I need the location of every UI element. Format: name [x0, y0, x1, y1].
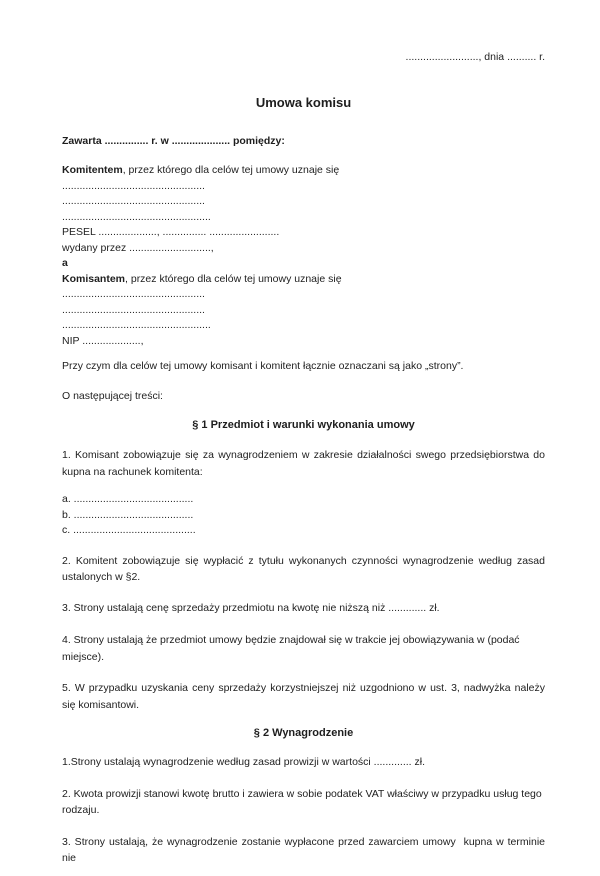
purchase-item-b: b. ......................................... [62, 508, 194, 521]
section-2-clause-1: 1.Strony ustalają wynagrodzenie według zasad prowizji w wartości ............. zł. [62, 756, 425, 768]
pesel-line: PESEL ...................., ............... ........................ [62, 226, 280, 238]
komitent-name: Komitentem [62, 164, 123, 176]
preamble: O następującej treści: [62, 390, 163, 402]
purchase-item-c: c. .......................................... [62, 524, 196, 536]
section-2-clause-2: 2. Kwota prowizji stanowi kwotę brutto i zawiera w sobie podatek VAT właściwy w przypadku usług tego rodzaju. [62, 787, 542, 816]
section-1-heading: § 1 Przedmiot i warunki wykonania umowy [192, 419, 415, 431]
komitent-intro-line [62, 163, 545, 179]
komisant-blank-line-2: ................................................. [62, 303, 205, 316]
nip-line: NIP ...................., [62, 334, 144, 347]
purchase-item-a: a. ......................................... [62, 493, 194, 505]
komisant-blank-line-1: ................................................. [62, 288, 205, 300]
section-2-clause-3: 3. Strony ustalają, że wynagrodzenie zostanie wypłacone przed zawarciem umowy kupna w terminie nie [62, 835, 548, 864]
komitent-blank-line-2: ................................................. [62, 195, 205, 207]
date-place-line: ........................., dnia .......... r. [405, 51, 545, 63]
section-1-clause-5: 5. W przypadku uzyskania ceny sprzedaży korzystniejszej niż uzgodniono w ust. 3, nadwyżka należy się komisantowi. [62, 682, 545, 711]
komisant-name: Komisantem [62, 272, 126, 285]
parties-block [62, 163, 545, 349]
section-2-heading: § 2 Wynagrodzenie [253, 727, 354, 739]
document-title: Umowa komisu [255, 95, 352, 110]
komisant-role-text: , przez którego dla celów tej umowy uznaje się [125, 272, 342, 285]
section-1-clause-4: 4. Strony ustalają że przedmiot umowy będzie znajdował się w trakcie jej obowiązywania w (podać miejsce). [62, 634, 520, 663]
komisant-blank-line-3: ................................................... [62, 319, 211, 331]
purchase-items-list [62, 492, 545, 539]
section-1-clause-2: 2. Komitent zobowiązuje się wypłacić z tytułu wykonanych czynności wynagrodzenie według zasad ustalonych w §2. [62, 554, 545, 583]
id-issuer-line: wydany przez ............................, [62, 241, 214, 254]
komitent-blank-line-1: ................................................. [62, 179, 205, 192]
komitent-blank-line-3: ................................................... [62, 210, 211, 223]
komitent-role-text: , przez którego dla celów tej umowy uznaje się [122, 164, 340, 176]
komisant-intro-line [62, 272, 545, 288]
opening-line: Zawarta ............... r. w .................... pomiędzy: [62, 135, 285, 147]
contract-page [0, 51, 600, 876]
section-1-clause-1: 1. Komisant zobowiązuje się za wynagrodzeniem w zakresie działalności swego przedsiębiorstwa do kupna na rachunek komitenta: [62, 449, 545, 478]
parties-note: Przy czym dla celów tej umowy komisant i komitent łącznie oznaczani są jako „strony”. [62, 360, 464, 372]
section-1-clause-3: 3. Strony ustalają cenę sprzedaży przedmiotu na kwotę nie niższą niż ............. zł. [62, 601, 440, 614]
connector-a: a [62, 257, 68, 269]
